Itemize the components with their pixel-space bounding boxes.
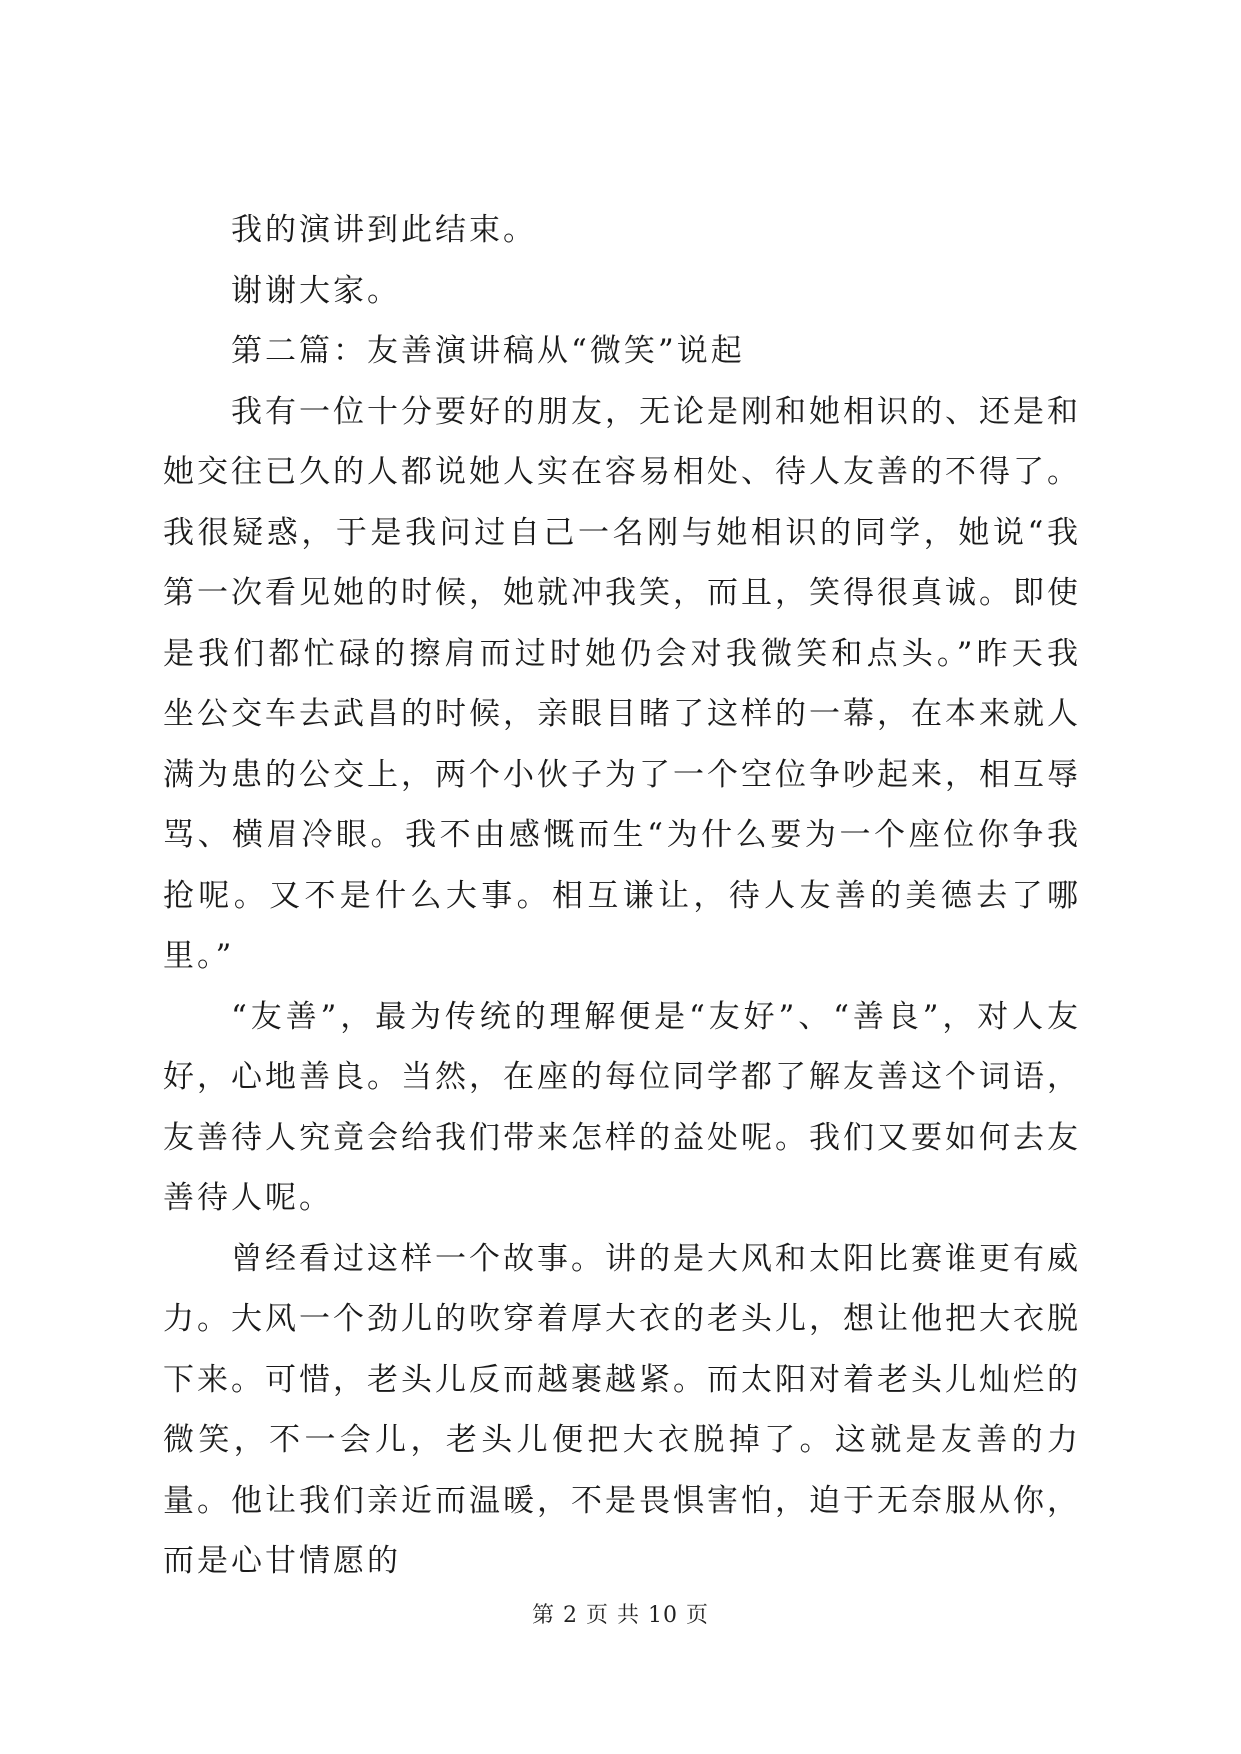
- page-footer: 第 2 页 共 10 页: [532, 1603, 709, 1628]
- paragraph-wind-and-sun-story: 曾经看过这样一个故事。讲的是大风和太阳比赛谁更有威力。大风一个劲儿的吹穿着厚大衣的老头儿，想让他把大衣脱下来。可惜，老头儿反而越裹越紧。而太阳对着老头儿灿烂的微笑，不一会儿，老头儿便把大衣脱掉了。这就是友善的力量。他让我们亲近而温暖，不是畏惧害怕，迫于无奈服从你，而是心甘情愿的: [163, 1240, 1081, 1579]
- section-heading: 第二篇：友善演讲稿从“微笑”说起: [231, 333, 745, 369]
- paragraph-thanks: 谢谢大家。: [231, 272, 401, 309]
- paragraph-closing: 我的演讲到此结束。: [231, 212, 537, 248]
- document-body: [163, 200, 1081, 1592]
- paragraph-friendliness-definition: “友善”，最为传统的理解便是“友好”、“善良”，对人友好，心地善良。当然，在座的每位同学都了解友善这个词语，友善待人究竟会给我们带来怎样的益处呢。我们又要如何去友善待人呢。: [163, 998, 1081, 1216]
- paragraph-friend-story: 我有一位十分要好的朋友，无论是刚和她相识的、还是和她交往已久的人都说她人实在容易相处、待人友善的不得了。我很疑惑，于是我问过自己一名刚与她相识的同学，她说“我第一次看见她的时候，她就冲我笑，而且，笑得很真诚。即使是我们都忙碌的擦肩而过时她仍会对我微笑和点头。”昨天我坐公交车去武昌的时候，亲眼目睹了这样的一幕，在本来就人满为患的公交上，两个小伙子为了一个空位争吵起来，相互辱骂、横眉冷眼。我不由感慨而生“为什么要为一个座位你争我抢呢。又不是什么大事。相互谦让，待人友善的美德去了哪里。”: [163, 393, 1081, 974]
